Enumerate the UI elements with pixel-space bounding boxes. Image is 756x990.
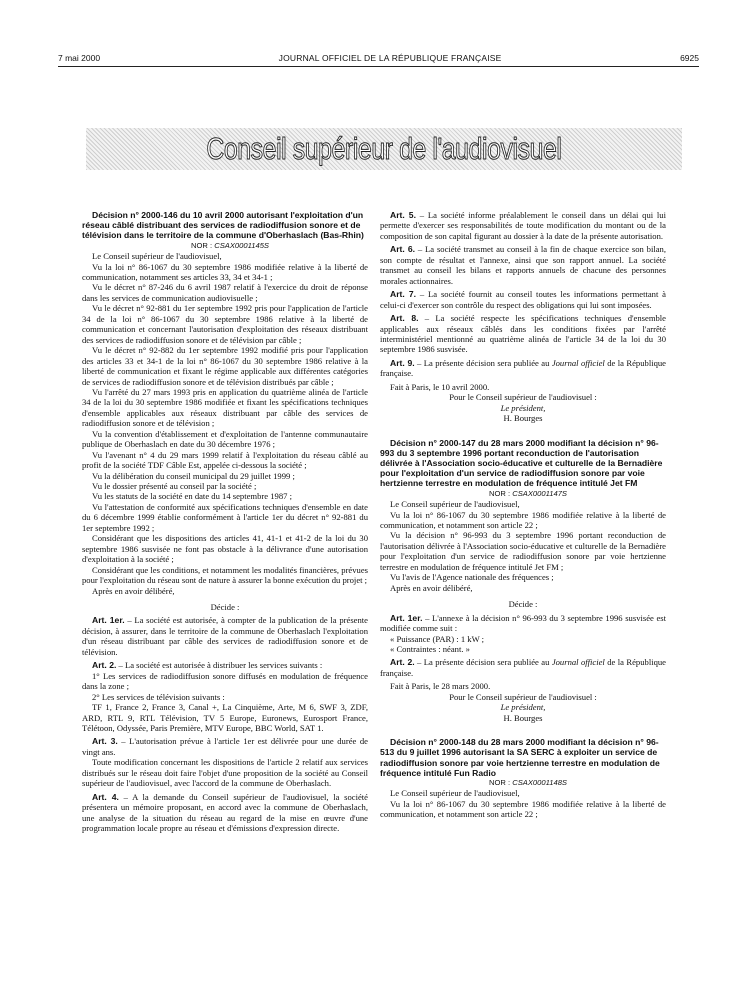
signature-name: H. Bourges	[503, 413, 543, 424]
header-rule	[58, 66, 699, 67]
article-5: Art. 5. – La société informe préalablement le conseil dans un délai qui lui permette d'exercer ses responsabilités de toute modification du montant ou de la composition de son capital figurant au dossier à la date de la présente autorisation.	[380, 210, 666, 241]
list-item: 2° Les services de télévision suivants :	[92, 691, 225, 702]
article-2: Art. 2. – La présente décision sera publiée au Journal officiel de la République française.	[380, 657, 667, 678]
paragraph: Considérant que les conditions, et notamment les modalités financières, prévues pour l'exploitation du réseau sont de nature à assurer la bonne exécution du projet ;	[82, 564, 368, 586]
paragraph: Après en avoir délibéré,	[390, 582, 473, 593]
fait-a-paris: Fait à Paris, le 10 avril 2000.	[390, 381, 490, 392]
decision-146-title: Décision n° 2000-146 du 10 avril 2000 autorisant l'exploitation d'un réseau câblé distribuant des services de radiodiffusion sonore et de télévision dans le territoire de la commune d'Oberhaslach (Bas-Rhin)	[82, 210, 364, 241]
list-item: « Puissance (PAR) : 1 kW ;	[390, 633, 485, 644]
signature-name: H. Bourges	[503, 712, 543, 723]
article-8: Art. 8. – La société respecte les spécifications techniques d'ensemble applicables aux réseaux câblés dans les conditions fixées par l'arrêté interministériel mentionné au quatrième alinéa de l'article 34 de la loi du 30 septembre 1986 susvisée.	[380, 313, 666, 355]
signature-for: Pour le Conseil supérieur de l'audiovisuel :	[449, 691, 597, 702]
article-4: Art. 4. – A la demande du Conseil supérieur de l'audiovisuel, la société présentera un mémoire proposant, en accord avec la commune de Oberhaslach, une analyse de la situation du réseau au regard de la mise en œuvre d'une programmation locale propre au réseau et d'émissions d'expression directe.	[82, 791, 368, 834]
signature-for: Pour le Conseil supérieur de l'audiovisuel :	[449, 392, 597, 403]
fait-a-paris: Fait à Paris, le 28 mars 2000.	[390, 681, 491, 692]
paragraph: Vu l'avis de l'Agence nationale des fréquences ;	[390, 572, 554, 583]
paragraph: Toute modification concernant les dispositions de l'article 2 relatif aux services distribués sur le réseau doit faire l'objet d'une proposition de la société au Conseil supérieur de l'audiovisuel, avec l'accord de la commune de Oberhaslach.	[82, 757, 368, 789]
paragraph: Le Conseil supérieur de l'audiovisuel,	[92, 251, 222, 262]
banner-title: Conseil supérieur de l'audiovisuel	[206, 131, 562, 166]
signature-role: Le président,	[500, 702, 546, 713]
article-1: Art. 1er. – L'annexe à la décision n° 96-993 du 3 septembre 1996 susvisée est modifiée comme suit :	[380, 612, 666, 634]
paragraph: Après en avoir délibéré,	[92, 585, 175, 596]
paragraph: Vu les statuts de la société en date du 14 septembre 1987 ;	[92, 491, 292, 502]
decision-147-title: Décision n° 2000-147 du 28 mars 2000 modifiant la décision n° 96-993 du 3 septembre 1996 portant reconduction de l'autorisation délivrée à l'Association socio-éducative et culturelle de la Bernadière pour l'exploitation d'un service de radiodiffusion sonore par voie hertzienne terrestre en modulation de fréquence intitulé Jet FM	[380, 437, 663, 489]
nor-code: CSAX0001147S	[512, 488, 567, 498]
paragraph: Vu l'arrêté du 27 mars 1993 pris en application du quatrième alinéa de l'article 34 de la loi du 30 septembre 1986 modifiée et fixant les spécifications techniques d'ensemble applicables aux réseaux distribuant par câble des services de radiodiffusion sonore et de télévision ;	[82, 386, 368, 429]
page-header	[58, 53, 699, 63]
paragraph: Vu le dossier présenté au conseil par la société ;	[92, 481, 257, 492]
signature-role: Le président,	[500, 402, 546, 413]
page-number: 6925	[680, 53, 699, 63]
header-date: 7 mai 2000	[58, 53, 101, 63]
left-column	[82, 210, 368, 834]
nor-line: NOR : CSAX0001148S	[489, 777, 567, 787]
paragraph: Vu l'attestation de conformité aux spécifications techniques d'ensemble en date du 6 décembre 1999 établie conformément à l'article 1er du décret n° 92-881 du 1er septembre 1992 ;	[82, 501, 368, 533]
paragraph: Vu le décret n° 92-881 du 1er septembre 1992 pris pour l'application de l'article 34 de la loi n° 86-1067 du 30 septembre 1986 relative à la liberté de communication et concernant l'autorisation d'exploitation des réseaux distribuant des services de radiodiffusion sonore et de télévision par câble ;	[82, 303, 368, 345]
right-column	[380, 210, 666, 820]
article-6: Art. 6. – La société transmet au conseil à la fin de chaque exercice son bilan, son compte de résultat et l'annexe, ainsi que son rapport annuel. La société transmet au conseil les bilans et rapports annuels de chacune des personnes morales actionnaires.	[380, 244, 666, 286]
paragraph: Vu la délibération du conseil municipal du 29 juillet 1999 ;	[92, 470, 295, 481]
article-3: Art. 3. – L'autorisation prévue à l'article 1er est délivrée pour une durée de vingt ans.	[82, 736, 368, 757]
article-7: Art. 7. – La société fournit au conseil toutes les informations permettant à celui-ci d'exercer son contrôle du respect des obligations qui lui sont imposées.	[380, 289, 667, 310]
paragraph: Vu le décret n° 87-246 du 6 avril 1987 relatif à l'exercice du droit de réponse dans les services de communication audiovisuelle ;	[82, 282, 368, 303]
paragraph: Vu la loi n° 86-1067 du 30 septembre 1986 modifiée relative à la liberté de communication, et notamment son article 22 ;	[380, 509, 666, 530]
paragraph: Vu la décision n° 96-993 du 3 septembre 1996 portant reconduction de l'autorisation délivrée à l'Association socio-éducative et culturelle de la Bernadière pour l'exploitation d'un service de radiodiffusion sonore par voie hertzienne terrestre en modulation de fréquence intitulé Jet FM ;	[380, 530, 666, 572]
nor-line: NOR : CSAX0001145S	[191, 240, 269, 250]
paragraph: Vu le décret n° 92-882 du 1er septembre 1992 modifié pris pour l'application des articles 33 et 34-1 de la loi n° 86-1067 du 30 septembre 1986 relative à la liberté de communication et fixant le régime applicable aux différentes catégories de services de radiodiffusion sonore et de télévision distribués par câble ;	[82, 345, 368, 387]
paragraph: Vu la loi n° 86-1067 du 30 septembre 1986 modifiée relative à la liberté de communication, notamment ses articles 33, 34 et 34-1 ;	[82, 261, 368, 282]
list-item: « Contraintes : néant. »	[390, 643, 470, 654]
list-item: 1° Les services de radiodiffusion sonore diffusés en modulation de fréquence dans la zone ;	[82, 670, 368, 692]
paragraph: Vu l'avenant n° 4 du 29 mars 1999 relatif à l'exploitation du réseau câblé au profit de la société TDF Câble Est, appelée ci-dessous la société ;	[82, 449, 368, 471]
paragraph: Le Conseil supérieur de l'audiovisuel,	[390, 788, 520, 799]
decide-heading: Décide :	[210, 602, 240, 613]
paragraph: Considérant que les dispositions des articles 41, 41-1 et 41-2 de la loi du 30 septembre 1986 susvisée ne font pas obstacle à la délivrance d'une autorisation d'exploitation à la société ;	[82, 533, 368, 565]
journal-title: JOURNAL OFFICIEL DE LA RÉPUBLIQUE FRANÇAISE	[278, 53, 502, 63]
nor-code: CSAX0001148S	[512, 777, 567, 787]
article-9: Art. 9. – La présente décision sera publiée au Journal officiel de la République française.	[380, 357, 667, 379]
decision-148-title: Décision n° 2000-148 du 28 mars 2000 modifiant la décision n° 96-513 du 9 juillet 1996 autorisant la SA SERC à exploiter un service de radiodiffusion sonore par voie hertzienne terrestre en modulation de fréquence intitulé Fun Radio	[380, 737, 660, 778]
decide-heading: Décide :	[508, 599, 538, 610]
nor-code: CSAX0001145S	[214, 240, 269, 250]
article-2: Art. 2. – La société est autorisée à distribuer les services suivants :	[92, 660, 323, 671]
paragraph: Vu la loi n° 86-1067 du 30 septembre 1986 modifiée relative à la liberté de communication, et notamment son article 22 ;	[380, 798, 666, 820]
list-item: TF 1, France 2, France 3, Canal +, La Cinquième, Arte, M 6, SWF 3, ZDF, ARD, RTL 9, RTL Télévision, TV 5 Europe, Euronews, Eurosport France, Télétoon, Odyssée, Paris Première, MTV Europe, BBC World, SAT 1.	[82, 702, 368, 733]
paragraph: Le Conseil supérieur de l'audiovisuel,	[390, 499, 520, 510]
paragraph: Vu la convention d'établissement et d'exploitation de l'antenne communautaire publique de Oberhaslach en date du 30 décembre 1976 ;	[82, 428, 368, 450]
section-banner	[86, 128, 682, 170]
article-1: Art. 1er. – La société est autorisée, à compter de la publication de la présente décision, à assurer, dans le territoire de la commune de Oberhaslach l'exploitation d'un réseau distribuant par câble des services de radiodiffusion sonore et de télévision.	[82, 615, 368, 657]
nor-line: NOR : CSAX0001147S	[489, 488, 567, 498]
